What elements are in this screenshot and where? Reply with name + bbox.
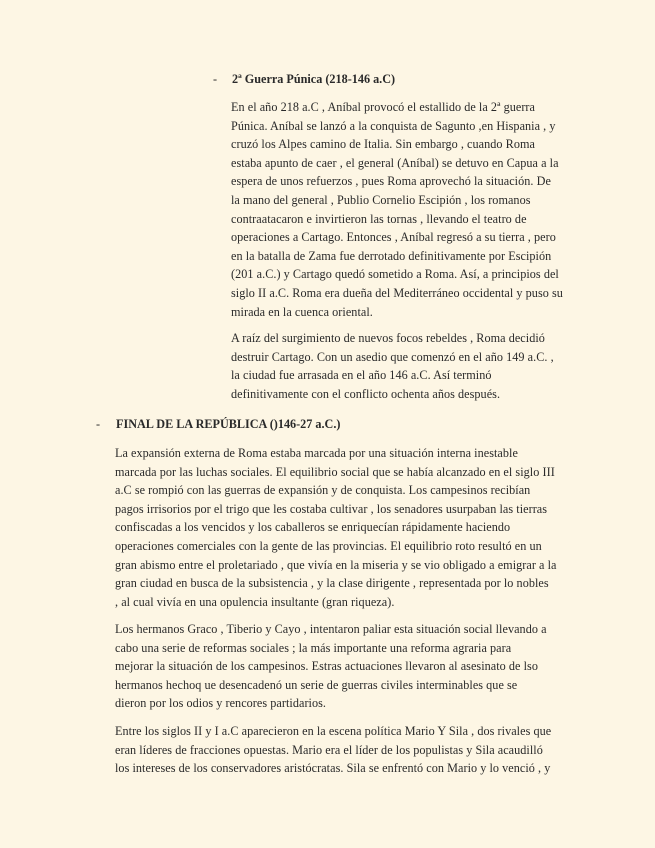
text-line: En el año 218 a.C , Aníbal provocó el estallido de la 2ª guerra <box>231 100 536 114</box>
paragraph-second-punic-war-2 <box>231 329 591 403</box>
text-line: La expansión externa de Roma estaba marcada por una situación interna inestable <box>115 446 518 460</box>
text-line: Púnica. Aníbal se lanzó a la conquista de Sagunto ,en Hispania , y <box>231 118 556 133</box>
text-line: siglo II a.C. Roma era dueña del Mediterráneo occidental y puso su <box>231 285 563 300</box>
bullet-dash: - <box>96 417 101 431</box>
text-line: (201 a.C.) y Cartago quedó sometido a Roma. Así, a principios del <box>231 267 559 282</box>
section-heading-second-punic-war: 2ª Guerra Púnica (218-146 a.C) <box>232 72 396 86</box>
paragraph-end-of-republic-3 <box>115 722 585 778</box>
text-line: pagos irrisorios por el trigo que les costaba cultivar , los senadores usurpaban las tierras <box>115 501 548 516</box>
text-line: definitivamente con el conflicto ochenta años después. <box>231 386 501 401</box>
paragraph-end-of-republic-2 <box>115 620 585 713</box>
text-line: dieron por los odios y rencores partidarios. <box>115 696 327 711</box>
text-line: cruzó los Alpes camino de Italia. Sin embargo , cuando Roma <box>231 137 535 152</box>
text-line: , al cual vivía en una opulencia insultante (gran riqueza). <box>115 594 395 609</box>
text-line: cabo una serie de reformas sociales ; la más importante una reforma agraria para <box>115 640 512 655</box>
text-line: mirada en la cuenca oriental. <box>231 304 373 319</box>
text-line: hermanos hechoq ue desencadenó un serie de guerras civiles interminables que se <box>115 677 518 692</box>
text-line: la ciudad fue arrasada en el año 146 a.C. Así terminó <box>231 368 492 383</box>
text-line: mejorar la situación de los campesinos. Estras actuaciones llevaron al asesinato de lso <box>115 659 538 674</box>
text-line: Los hermanos Graco , Tiberio y Cayo , intentaron paliar esta situación social llevando a <box>115 622 547 636</box>
text-line: estaba apunto de caer , el general (Aníbal) se detuvo en Capua a la <box>231 155 559 170</box>
text-line: espera de unos refuerzos , pues Roma aprovechó la situación. De <box>231 174 551 189</box>
paragraph-end-of-republic-1 <box>115 444 585 611</box>
section-heading-end-of-republic: FINAL DE LA REPÚBLICA ()146-27 a.C.) <box>116 417 341 431</box>
bullet-dash: - <box>213 72 218 86</box>
text-line: en la batalla de Zama fue derrotado definitivamente por Escipión <box>231 248 552 263</box>
text-line: la mano del general , Publio Cornelio Escipión , los romanos <box>231 192 531 207</box>
text-line: eran líderes de fracciones opuestas. Mario era el líder de los populistas y Sila acaudilló <box>115 742 543 757</box>
text-line: a.C se rompió con las guerras de expansión y de conquista. Los campesinos recibían <box>115 483 531 498</box>
text-line: marcada por las luchas sociales. El equilibrio social que se había alcanzado en el siglo III <box>115 464 555 479</box>
text-line: gran ciudad en busca de la subsistencia , y la clase dirigente , representada por lo nobles <box>115 576 549 591</box>
text-line: A raíz del surgimiento de nuevos focos rebeldes , Roma decidió <box>231 331 545 345</box>
text-line: operaciones a Cartago. Entonces , Aníbal regresó a su tierra , pero <box>231 230 556 245</box>
paragraph-second-punic-war-1 <box>231 98 591 321</box>
text-line: contraatacaron e invirtieron las tornas , llevando el teatro de <box>231 211 527 226</box>
text-line: confiscadas a los vencidos y los caballeros se enriquecían rápidamente haciendo <box>115 520 511 535</box>
text-line: Entre los siglos II y I a.C aparecieron en la escena política Mario Y Sila , dos rivales que <box>115 724 552 738</box>
text-line: los intereses de los conservadores aristócratas. Sila se enfrentó con Mario y lo venció , y <box>115 761 551 776</box>
text-line: operaciones comerciales con la gente de las provincias. El equilibrio roto resultó en un <box>115 538 542 553</box>
text-line: gran abismo entre el proletariado , que vivía en la miseria y se vio obligado a emigrar a la <box>115 557 557 572</box>
text-line: destruir Cartago. Con un asedio que comenzó en el año 149 a.C. , <box>231 349 554 364</box>
